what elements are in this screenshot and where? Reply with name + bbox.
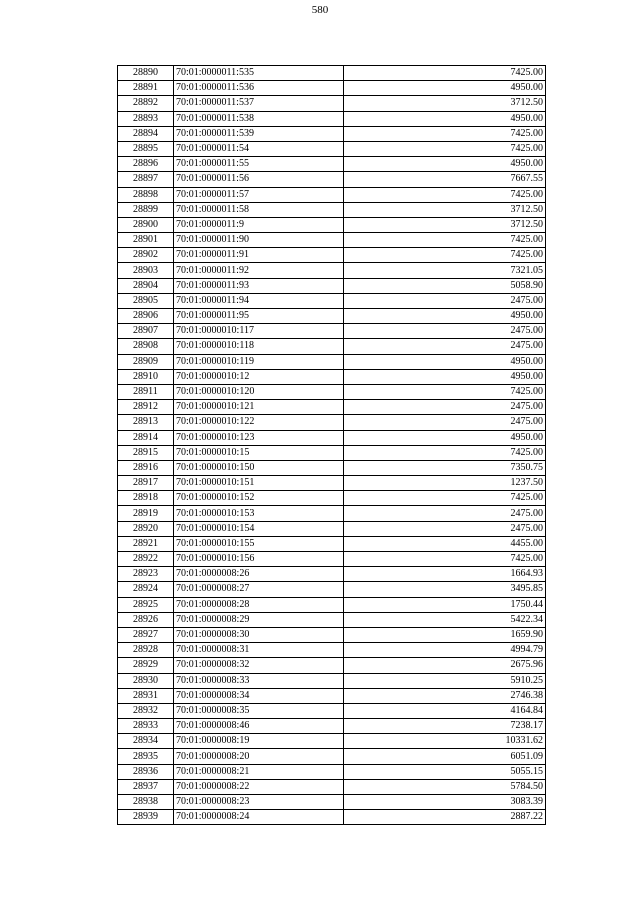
table-row [118, 339, 546, 354]
table-row [118, 460, 546, 475]
row-number-cell: 28921 [118, 536, 174, 551]
row-number-cell: 28894 [118, 126, 174, 141]
value-cell: 2475.00 [344, 506, 546, 521]
table-row [118, 278, 546, 293]
row-number-cell: 28927 [118, 627, 174, 642]
cadastral-number-cell: 70:01:0000010:119 [174, 354, 344, 369]
value-cell: 4950.00 [344, 430, 546, 445]
cadastral-number-cell: 70:01:0000011:58 [174, 202, 344, 217]
data-table [117, 65, 546, 825]
value-cell: 7425.00 [344, 126, 546, 141]
row-number-cell: 28920 [118, 521, 174, 536]
cadastral-number-cell: 70:01:0000008:21 [174, 764, 344, 779]
row-number-cell: 28922 [118, 552, 174, 567]
cadastral-number-cell: 70:01:0000008:28 [174, 597, 344, 612]
table-row [118, 476, 546, 491]
value-cell: 3495.85 [344, 582, 546, 597]
value-cell: 2887.22 [344, 810, 546, 825]
value-cell: 7425.00 [344, 187, 546, 202]
table-row [118, 263, 546, 278]
row-number-cell: 28891 [118, 81, 174, 96]
table-row [118, 217, 546, 232]
row-number-cell: 28915 [118, 445, 174, 460]
row-number-cell: 28917 [118, 476, 174, 491]
row-number-cell: 28911 [118, 384, 174, 399]
table-row [118, 415, 546, 430]
value-cell: 7350.75 [344, 460, 546, 475]
value-cell: 2475.00 [344, 324, 546, 339]
cadastral-number-cell: 70:01:0000010:154 [174, 521, 344, 536]
row-number-cell: 28936 [118, 764, 174, 779]
row-number-cell: 28931 [118, 688, 174, 703]
table-row [118, 491, 546, 506]
table-row [118, 673, 546, 688]
row-number-cell: 28907 [118, 324, 174, 339]
table-row [118, 81, 546, 96]
table-row [118, 597, 546, 612]
value-cell: 7425.00 [344, 248, 546, 263]
table-row [118, 719, 546, 734]
value-cell: 10331.62 [344, 734, 546, 749]
value-cell: 5055.15 [344, 764, 546, 779]
value-cell: 7425.00 [344, 141, 546, 156]
cadastral-number-cell: 70:01:0000008:30 [174, 627, 344, 642]
cadastral-number-cell: 70:01:0000010:122 [174, 415, 344, 430]
value-cell: 7425.00 [344, 233, 546, 248]
row-number-cell: 28908 [118, 339, 174, 354]
cadastral-number-cell: 70:01:0000011:539 [174, 126, 344, 141]
value-cell: 6051.09 [344, 749, 546, 764]
cadastral-number-cell: 70:01:0000010:121 [174, 400, 344, 415]
table-row [118, 779, 546, 794]
table-row [118, 202, 546, 217]
row-number-cell: 28901 [118, 233, 174, 248]
cadastral-number-cell: 70:01:0000010:15 [174, 445, 344, 460]
value-cell: 7238.17 [344, 719, 546, 734]
cadastral-number-cell: 70:01:0000011:92 [174, 263, 344, 278]
cadastral-number-cell: 70:01:0000008:32 [174, 658, 344, 673]
table-row [118, 96, 546, 111]
value-cell: 2475.00 [344, 415, 546, 430]
row-number-cell: 28938 [118, 795, 174, 810]
row-number-cell: 28926 [118, 612, 174, 627]
cadastral-number-cell: 70:01:0000011:56 [174, 172, 344, 187]
cadastral-number-cell: 70:01:0000011:536 [174, 81, 344, 96]
table-row [118, 309, 546, 324]
table-row [118, 293, 546, 308]
table-row [118, 627, 546, 642]
cadastral-number-cell: 70:01:0000008:29 [174, 612, 344, 627]
row-number-cell: 28904 [118, 278, 174, 293]
value-cell: 4455.00 [344, 536, 546, 551]
table-row [118, 384, 546, 399]
row-number-cell: 28898 [118, 187, 174, 202]
row-number-cell: 28923 [118, 567, 174, 582]
value-cell: 4950.00 [344, 354, 546, 369]
cadastral-number-cell: 70:01:0000008:35 [174, 703, 344, 718]
row-number-cell: 28910 [118, 369, 174, 384]
table-row [118, 369, 546, 384]
value-cell: 5784.50 [344, 779, 546, 794]
table-row [118, 810, 546, 825]
table-row [118, 354, 546, 369]
table-row [118, 567, 546, 582]
table-row [118, 141, 546, 156]
value-cell: 1237.50 [344, 476, 546, 491]
cadastral-number-cell: 70:01:0000011:538 [174, 111, 344, 126]
table-row [118, 400, 546, 415]
value-cell: 2675.96 [344, 658, 546, 673]
row-number-cell: 28903 [118, 263, 174, 278]
table-row [118, 536, 546, 551]
row-number-cell: 28902 [118, 248, 174, 263]
cadastral-number-cell: 70:01:0000010:153 [174, 506, 344, 521]
row-number-cell: 28909 [118, 354, 174, 369]
cadastral-number-cell: 70:01:0000008:24 [174, 810, 344, 825]
table-row [118, 749, 546, 764]
value-cell: 5058.90 [344, 278, 546, 293]
table-row [118, 734, 546, 749]
value-cell: 2475.00 [344, 339, 546, 354]
table-row [118, 157, 546, 172]
row-number-cell: 28913 [118, 415, 174, 430]
row-number-cell: 28932 [118, 703, 174, 718]
row-number-cell: 28906 [118, 309, 174, 324]
row-number-cell: 28929 [118, 658, 174, 673]
table-row [118, 324, 546, 339]
value-cell: 4950.00 [344, 81, 546, 96]
table-body [118, 66, 546, 825]
value-cell: 2475.00 [344, 521, 546, 536]
value-cell: 2475.00 [344, 293, 546, 308]
table-row [118, 66, 546, 81]
cadastral-number-cell: 70:01:0000008:46 [174, 719, 344, 734]
value-cell: 7667.55 [344, 172, 546, 187]
value-cell: 4950.00 [344, 157, 546, 172]
cadastral-number-cell: 70:01:0000011:54 [174, 141, 344, 156]
cadastral-number-cell: 70:01:0000008:34 [174, 688, 344, 703]
cadastral-number-cell: 70:01:0000010:155 [174, 536, 344, 551]
row-number-cell: 28928 [118, 643, 174, 658]
value-cell: 7425.00 [344, 552, 546, 567]
table-row [118, 430, 546, 445]
cadastral-number-cell: 70:01:0000011:55 [174, 157, 344, 172]
cadastral-number-cell: 70:01:0000008:22 [174, 779, 344, 794]
table-row [118, 688, 546, 703]
row-number-cell: 28937 [118, 779, 174, 794]
value-cell: 4950.00 [344, 111, 546, 126]
table-row [118, 233, 546, 248]
value-cell: 7321.05 [344, 263, 546, 278]
cadastral-number-cell: 70:01:0000010:150 [174, 460, 344, 475]
cadastral-number-cell: 70:01:0000010:123 [174, 430, 344, 445]
value-cell: 3083.39 [344, 795, 546, 810]
table-row [118, 795, 546, 810]
cadastral-number-cell: 70:01:0000008:19 [174, 734, 344, 749]
row-number-cell: 28912 [118, 400, 174, 415]
value-cell: 5422.34 [344, 612, 546, 627]
cadastral-number-cell: 70:01:0000011:91 [174, 248, 344, 263]
value-cell: 7425.00 [344, 66, 546, 81]
page-number: 580 [311, 4, 329, 16]
cadastral-number-cell: 70:01:0000010:120 [174, 384, 344, 399]
table-row [118, 643, 546, 658]
cadastral-number-cell: 70:01:0000008:23 [174, 795, 344, 810]
cadastral-number-cell: 70:01:0000011:90 [174, 233, 344, 248]
row-number-cell: 28919 [118, 506, 174, 521]
row-number-cell: 28899 [118, 202, 174, 217]
row-number-cell: 28914 [118, 430, 174, 445]
cadastral-number-cell: 70:01:0000008:27 [174, 582, 344, 597]
row-number-cell: 28893 [118, 111, 174, 126]
table-row [118, 248, 546, 263]
value-cell: 5910.25 [344, 673, 546, 688]
cadastral-number-cell: 70:01:0000011:537 [174, 96, 344, 111]
table-row [118, 764, 546, 779]
cadastral-number-cell: 70:01:0000010:117 [174, 324, 344, 339]
cadastral-number-cell: 70:01:0000008:26 [174, 567, 344, 582]
value-cell: 1750.44 [344, 597, 546, 612]
cadastral-number-cell: 70:01:0000008:31 [174, 643, 344, 658]
table-row [118, 445, 546, 460]
cadastral-number-cell: 70:01:0000011:9 [174, 217, 344, 232]
row-number-cell: 28897 [118, 172, 174, 187]
cadastral-number-cell: 70:01:0000011:57 [174, 187, 344, 202]
value-cell: 3712.50 [344, 217, 546, 232]
table-row [118, 612, 546, 627]
cadastral-number-cell: 70:01:0000008:20 [174, 749, 344, 764]
table-row [118, 126, 546, 141]
table-row [118, 172, 546, 187]
value-cell: 7425.00 [344, 491, 546, 506]
table-row [118, 187, 546, 202]
table-row [118, 552, 546, 567]
table-row [118, 521, 546, 536]
cadastral-number-cell: 70:01:0000011:94 [174, 293, 344, 308]
row-number-cell: 28896 [118, 157, 174, 172]
table-row [118, 703, 546, 718]
cadastral-number-cell: 70:01:0000010:118 [174, 339, 344, 354]
cadastral-number-cell: 70:01:0000010:12 [174, 369, 344, 384]
value-cell: 4950.00 [344, 369, 546, 384]
row-number-cell: 28933 [118, 719, 174, 734]
table-row [118, 582, 546, 597]
row-number-cell: 28934 [118, 734, 174, 749]
row-number-cell: 28925 [118, 597, 174, 612]
row-number-cell: 28916 [118, 460, 174, 475]
cadastral-number-cell: 70:01:0000010:151 [174, 476, 344, 491]
value-cell: 4164.84 [344, 703, 546, 718]
row-number-cell: 28930 [118, 673, 174, 688]
cadastral-number-cell: 70:01:0000008:33 [174, 673, 344, 688]
value-cell: 2475.00 [344, 400, 546, 415]
row-number-cell: 28905 [118, 293, 174, 308]
value-cell: 2746.38 [344, 688, 546, 703]
value-cell: 1659.90 [344, 627, 546, 642]
row-number-cell: 28895 [118, 141, 174, 156]
value-cell: 1664.93 [344, 567, 546, 582]
value-cell: 7425.00 [344, 384, 546, 399]
table-row [118, 111, 546, 126]
value-cell: 3712.50 [344, 202, 546, 217]
cadastral-number-cell: 70:01:0000011:535 [174, 66, 344, 81]
cadastral-number-cell: 70:01:0000011:93 [174, 278, 344, 293]
value-cell: 4950.00 [344, 309, 546, 324]
row-number-cell: 28939 [118, 810, 174, 825]
table-row [118, 506, 546, 521]
row-number-cell: 28924 [118, 582, 174, 597]
value-cell: 3712.50 [344, 96, 546, 111]
value-cell: 7425.00 [344, 445, 546, 460]
cadastral-number-cell: 70:01:0000010:152 [174, 491, 344, 506]
table-row [118, 658, 546, 673]
row-number-cell: 28900 [118, 217, 174, 232]
row-number-cell: 28918 [118, 491, 174, 506]
row-number-cell: 28892 [118, 96, 174, 111]
row-number-cell: 28935 [118, 749, 174, 764]
row-number-cell: 28890 [118, 66, 174, 81]
cadastral-number-cell: 70:01:0000010:156 [174, 552, 344, 567]
cadastral-number-cell: 70:01:0000011:95 [174, 309, 344, 324]
value-cell: 4994.79 [344, 643, 546, 658]
